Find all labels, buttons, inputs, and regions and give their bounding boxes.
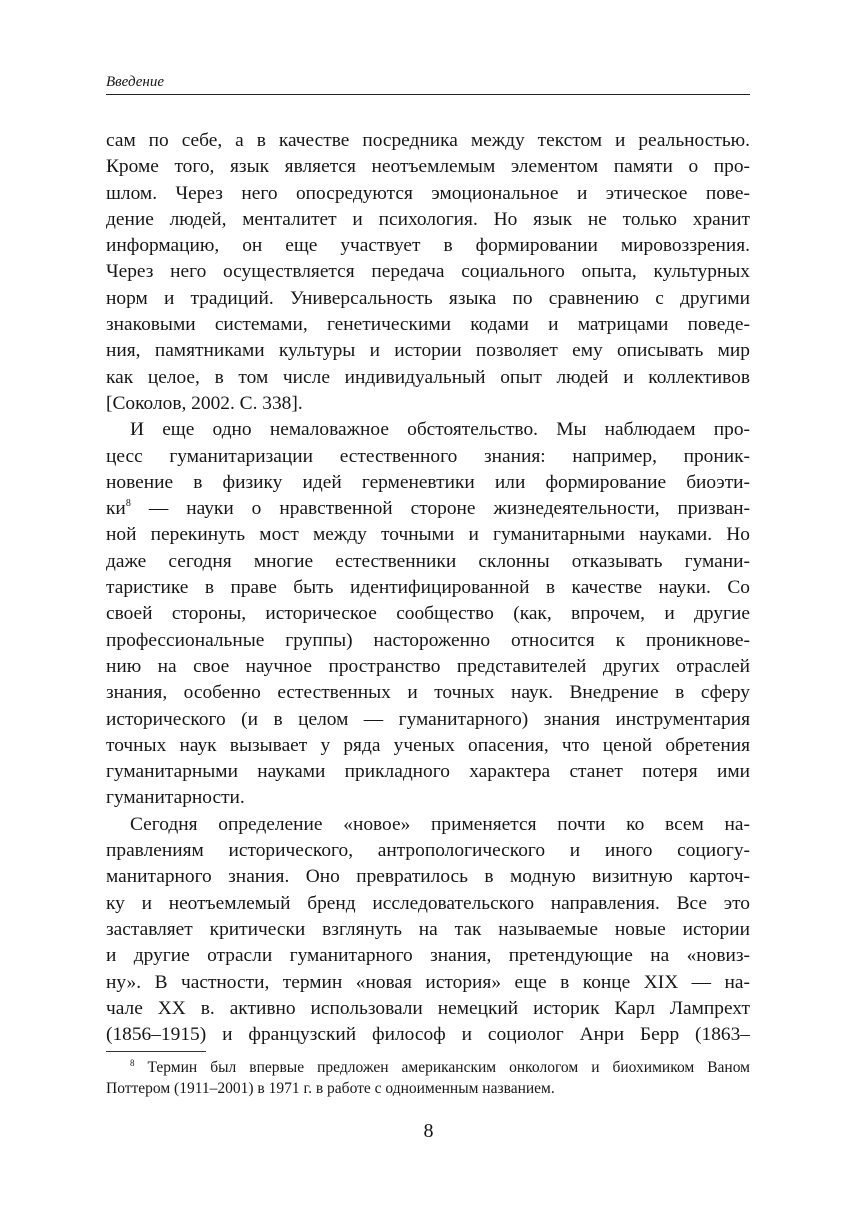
text-line: знаковыми системами, генетическими кодами и матрицами поведе- bbox=[106, 314, 750, 336]
text-line: как целое, в том числе индивидуальный опыт людей и коллективов bbox=[106, 366, 750, 388]
text-line: знания, особенно естественных и точных наук. Внедрение в сферу bbox=[106, 682, 750, 704]
text-line: информацию, он еще участвует в формировании мировоззрения. bbox=[106, 235, 750, 257]
text-line: своей стороны, историческое сообщество (как, впрочем, и другие bbox=[106, 603, 750, 625]
text-line: таристике в праве быть идентифицированной в качестве науки. Со bbox=[106, 577, 750, 599]
paragraph bbox=[106, 812, 750, 1049]
text-line: манитарного знания. Оно превратилось в модную визитную карточ- bbox=[106, 866, 750, 888]
text-line: сам по себе, а в качестве посредника между текстом и реальностью. bbox=[106, 130, 750, 151]
text-line: ку и неотъемлемый бренд исследовательского направления. Все это bbox=[106, 892, 750, 914]
text-line: правлениям исторического, антропологического и иного социогу- bbox=[106, 840, 750, 862]
body-text bbox=[106, 128, 750, 1048]
text-line: шлом. Через него опосредуются эмоциональное и этическое пове- bbox=[106, 182, 750, 204]
text-line: цесс гуманитаризации естественного знания: например, проник- bbox=[106, 445, 750, 467]
text-line: ния, памятниками культуры и истории позволяет ему описывать мир bbox=[106, 340, 750, 362]
footnote-divider bbox=[106, 1051, 206, 1052]
text-line: Сегодня определение «новое» применяется почти ко всем на- bbox=[130, 813, 750, 835]
paragraph bbox=[106, 128, 750, 417]
text-line: ной перекинуть мост между точными и гуманитарными науками. Но bbox=[106, 524, 750, 546]
footnote-text: Термин был впервые предложен американским онкологом и биохимиком Ваном bbox=[147, 1059, 750, 1076]
page-number: 8 bbox=[423, 1120, 434, 1142]
text-line-rest: — науки о нравственной стороне жизнедеятельности, призван- bbox=[148, 498, 750, 520]
text-line: гуманитарности. bbox=[106, 787, 245, 809]
text-line: И еще одно немаловажное обстоятельство. Мы наблюдаем про- bbox=[130, 419, 750, 441]
text-line: дение людей, менталитет и психология. Но язык не только хранит bbox=[106, 208, 750, 230]
text-line: гуманитарными науками прикладного характера станет потеря ими bbox=[106, 761, 750, 783]
footnote-line bbox=[106, 1057, 750, 1078]
running-head: Введение bbox=[106, 72, 750, 95]
footnote-reference[interactable]: 8 bbox=[125, 498, 131, 510]
paragraph bbox=[106, 417, 750, 811]
text-line bbox=[106, 496, 750, 522]
text-line: [Соколов, 2002. С. 338]. bbox=[106, 392, 303, 414]
text-line: Через него осуществляется передача социального опыта, культурных bbox=[106, 261, 750, 283]
text-line: Кроме того, язык является неотъемлемым элементом памяти о про- bbox=[106, 156, 750, 178]
footnote-marker: 8 bbox=[130, 1058, 135, 1068]
text-line: чале XX в. активно использовали немецкий историк Карл Лампрехт bbox=[106, 997, 750, 1019]
text-line: норм и традиций. Универсальность языка по сравнению с другими bbox=[106, 287, 750, 309]
text-line: заставляет критически взглянуть на так называемые новые истории bbox=[106, 918, 750, 940]
text-line: (1856–1915) и французский философ и социолог Анри Берр (1863– bbox=[106, 1024, 750, 1046]
text-line: и другие отрасли гуманитарного знания, претендующие на «новиз- bbox=[106, 945, 750, 967]
text-line: точных наук вызывает у ряда ученых опасения, что ценой обретения bbox=[106, 734, 750, 756]
footnote-anchor-word: ки bbox=[106, 498, 126, 520]
text-line: нию на свое научное пространство представителей других отраслей bbox=[106, 655, 750, 677]
footnote bbox=[106, 1057, 750, 1099]
text-line: профессиональные группы) настороженно относится к проникнове- bbox=[106, 629, 750, 651]
text-line: ну». В частности, термин «новая история» еще в конце XIX — на- bbox=[106, 971, 750, 993]
footnote-line: Поттером (1911–2001) в 1971 г. в работе с одноименным названием. bbox=[106, 1080, 555, 1097]
text-line: исторического (и в целом — гуманитарного) знания инструментария bbox=[106, 708, 750, 730]
text-line: даже сегодня многие естественники склонны отказывать гумани- bbox=[106, 550, 750, 572]
text-line: новение в физику идей герменевтики или формирование биоэти- bbox=[106, 471, 750, 493]
